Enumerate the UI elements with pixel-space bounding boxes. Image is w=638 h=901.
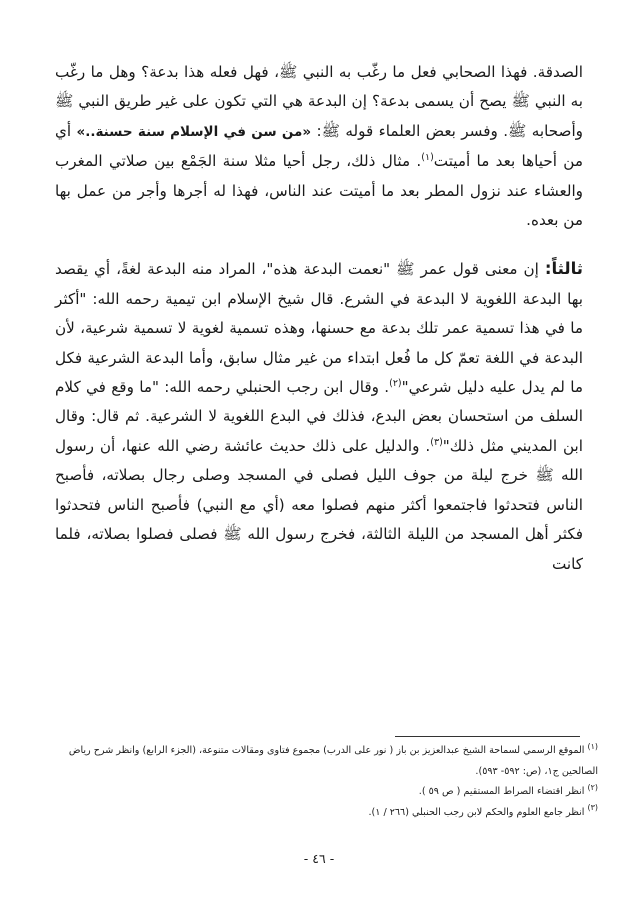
main-text (55, 58, 583, 579)
paragraph-1-middle: أي من أحياها بعد ما أميتت (55, 121, 583, 171)
footnote-3-text: انظر جامع العلوم والحكم لابن رجب الحنبلي (٢٦٦ / ١). (368, 806, 585, 818)
hadith-quote: «من سن في الإسلام سنة حسنة..» (76, 123, 312, 140)
footnote-ref-3[interactable]: (٣) (430, 436, 443, 448)
footnote-2-text: انظر اقتضاء الصراط المستقيم ( ص ٥٩ ). (418, 786, 585, 797)
paragraph-1-end: . مثال ذلك، رجل أحيا مثلا سنة الجَمْع بين صلاتي المغرب والعشاء عند نزول المطر بعد ما أميتت عند الناس، فهذا له أجرها وأجر من عمل بها من بعده. (55, 152, 583, 230)
footnote-1-number: (١) (587, 741, 598, 751)
paragraph-2 (55, 254, 583, 578)
footnote-3-number: (٣) (587, 803, 598, 813)
footnotes (32, 741, 598, 823)
section-label-thirdly: ثالثاً: (544, 259, 583, 279)
footnote-2-number: (٢) (587, 782, 598, 792)
footnote-1-text: الموقع الرسمي لسماحة الشيخ عبدالعزيز بن باز ( نور على الدرب) مجموع فتاوى ومقالات متنوعة، (الجزء الرابع) وانظر شرح رياض الصالحين ج١، (ص: ٥٩٢- ٥٩٣). (68, 745, 598, 777)
footnote-ref-1[interactable]: (١) (421, 152, 434, 164)
paragraph-spacer (55, 235, 583, 254)
footnote-3 (32, 803, 598, 824)
page-number: - ٤٦ - (303, 851, 335, 866)
paragraph-2-text-a: إن معنى قول عمر ﷺ "نعمت البدعة هذه"، المراد منه البدعة لغةً، أي يقصد بها البدعة اللغوية لا البدعة في الشرع. قال شيخ الإسلام ابن تيمية رحمه الله: "أكثر ما في هذا تسمية عمر تلك بدعة مع حسنها، وهذه تسمية لغوية لا تسمية شرعية، لأن البدعة في اللغة تعمّ كل ما فُعل ابتداء من غير مثال سابق، وأما البدعة الشرعية فكل ما لم يدل عليه دليل شرعي" (55, 260, 583, 397)
footnote-ref-2[interactable]: (٢) (389, 378, 402, 389)
paragraph-1 (55, 58, 583, 235)
footnote-divider (395, 736, 580, 737)
paragraph-1-text: الصدقة. فهذا الصحابي فعل ما رغّب به النبي ﷺ، فهل فعله هذا بدعة؟ وهل ما رغّب به النبي ﷺ يصح أن يسمى بدعة؟ إن البدعة هي التي تكون على غير طريق النبي ﷺ وأصحابه ﷺ. وفسر بعض العلماء قوله ﷺ: (55, 63, 584, 140)
paragraph-2-text-b: . وقال ابن رجب الحنبلي رحمه الله: "ما وقع في كلام السلف من استحسان بعض البدع، فذلك في البدع اللغوية لا الشرعية. ثم قال: وقال ابن المديني مثل ذلك" (55, 378, 583, 455)
footnote-1 (32, 741, 598, 782)
footnote-2 (32, 782, 598, 803)
paragraph-2-text-c: . والدليل على ذلك حديث عائشة رضي الله عنها، أن رسول الله ﷺ خرج ليلة من جوف الليل فصلى في المسجد وصلى رجال بصلاته، فأصبح الناس فتحدثوا فاجتمعوا أكثر منهم فصلوا معه (أي مع النبي) فأصبح الناس فتحدثوا فكثر أهل المسجد من الليلة الثالثة، فخرج رسول الله ﷺ فصلى فصلوا بصلاته، فلما كانت (55, 436, 583, 573)
